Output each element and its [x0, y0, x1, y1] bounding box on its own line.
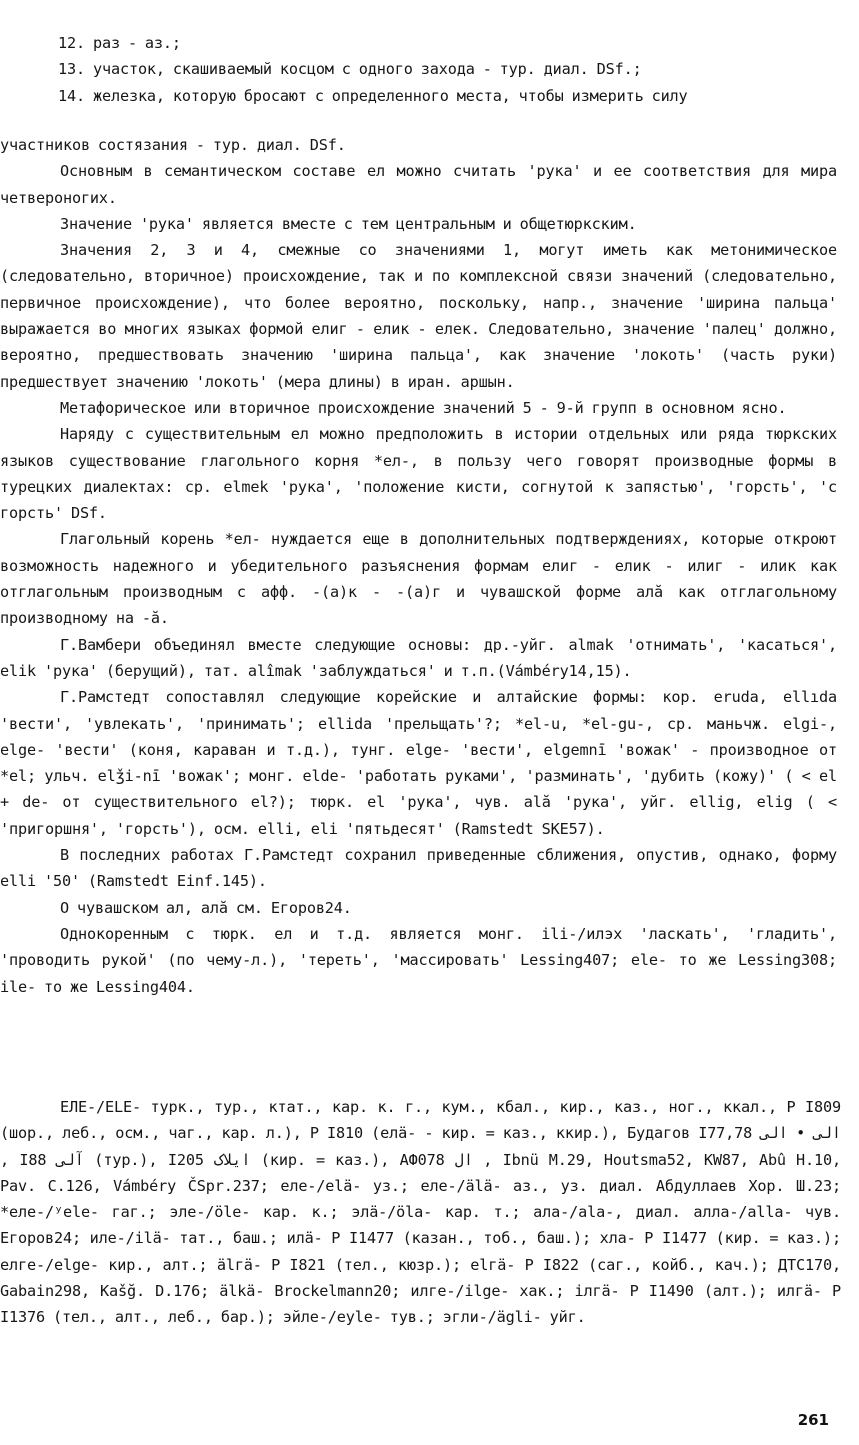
- paragraph-2: Значение 'рука' является вместе с тем центральным и общетюркским.: [60, 214, 637, 233]
- paragraph-5: Наряду с существительным ел можно предположить в истории отдельных или ряда тюркских языков существование глагольного корня *ел-, в пользу чего говорят производные формы в турецких диалектах: ср. elmek 'рука', 'положение кисти, согнутой к запястью', 'горсть', 'с горсть' DSf.: [0, 425, 837, 523]
- paragraph-3: Значения 2, 3 и 4, смежные со значениями 1, могут иметь как метонимическое (следовательно, вторичное) происхождение, так и по комплексной связи значений (следовательно, первичное происхождение), что более вероятно, поскольку, напр., значение 'ширина пальца' выражается во многих языках формой елиг - елик - елек. Следовательно, значение 'палец' должно, вероятно, предшествовать значению 'ширина пальца', как значение 'локоть' (часть руки) предшествует значению 'локоть' (мера длины) в иран. аршын.: [0, 241, 837, 391]
- list-item-12: 12. раз - аз.;: [58, 34, 181, 52]
- list-item-14: 14. железка, которую бросают с определенного места, чтобы измерить силу: [58, 86, 688, 105]
- paragraph-1: Основным в семантическом составе ел можно считать 'рука' и ее соответствия для мира четвероногих.: [0, 162, 837, 207]
- dictionary-entry: [0, 1094, 841, 1331]
- page-number: 261: [797, 1411, 829, 1429]
- paragraph-4: Метафорическое или вторичное происхождение значений 5 - 9-й групп в основном ясно.: [60, 398, 787, 417]
- paragraph-10: О чувашском ал, алă см. Егоров24.: [60, 898, 352, 917]
- paragraph-7: Г.Вамбери объединял вместе следующие основы: др.-уйг. almak 'отнимать', 'касаться', elik 'рука' (берущий), тат. alîmak 'заблуждаться' и т.п.(Vámbéry14,15).: [0, 635, 837, 680]
- list-item-14-continuation: участников состязания - тур. диал. DSf.: [0, 136, 346, 154]
- paragraph-9: В последних работах Г.Рамстедт сохранил приведенные сближения, опустив, однако, форму elli '50' (Ramstedt Einf.145).: [0, 846, 837, 891]
- entry-ele: ЕЛЕ-/ELE- турк., тур., ктат., кар. к. г., кум., кбал., кир., каз., ног., ккал., P I809 (шор., леб., осм., чаг., кар. л.), P I810 (eлä- - кир. = каз., ккир.), Будагов I77,78 الی • الی , I88 آلی (тур.), I205 ايلاک (кир. = каз.), АФ078 ال , Ibnü M.29, Houtsma52, KW87, Abû H.10, Pav. C.126, Vámbéry ČSpr.237; еле-/elä- уз.; еле-/älä- аз., уз. диал. Абдуллаев Хор. Ш.23; *еле-/ʸele- гаг.; эле-/öle- кар. к.; элä-/öla- кар. т.; ала-/ala-, диал. алла-/alla- чув. Егоров24; иле-/ilä- тат., баш.; илä- P I1477 (казан., тоб., баш.); хла- P I1477 (кир. = каз.); елге-/elge- кир., алт.; älгä- P I821 (тел., кюзр.); elгä- P I822 (саг., койб., кач.); ДТС170, Gabain298, Kašğ. D.176; älkä- Brockelmann20; илге-/ilge- хак.; iлгä- P I1490 (алт.); илгä- P I1376 (тел., алт., леб., бар.); эйле-/eyle- тув.; эгли-/ägli- уйг.: [0, 1098, 842, 1327]
- list-item-13: 13. участок, скашиваемый косцом с одного захода - тур. диал. DSf.;: [58, 60, 642, 79]
- paragraph-8: Г.Рамстедт сопоставлял следующие корейские и алтайские формы: кор. eruda, ellıda 'вести', 'увлекать', 'принимать'; ellida 'прельщать'?; *el-u, *el-gu-, ср. маньчж. elgi-, elge- 'вести' (коня, караван и т.д.), тунг. elge- 'вести', elgemnī 'вожак' - производное от *el; ульч. elǯi-nī 'вожак'; монг. elde- 'работать руками', 'разминать', 'дубить (кожу)' ( < el + de- от существительного el?); тюрк. el 'рука', чув. ală 'рука', уйг. ellig, elig ( < 'пригоршня', 'горсть'), осм. elli, eli 'пятьдесят' (Ramstedt SKE57).: [0, 688, 837, 838]
- paragraph-6: Глагольный корень *ел- нуждается еще в дополнительных подтверждениях, которые откроют возможность надежного и убедительного разъяснения формам елиг - елик - илиг - илик как отглагольным производным с афф. -(а)к - -(а)г и чувашской форме алă как отглагольному производному на -ă.: [0, 530, 837, 628]
- numbered-list: [58, 30, 837, 109]
- main-text: [0, 132, 837, 1000]
- paragraph-11: Однокоренным с тюрк. ел и т.д. является монг. ili-/илэх 'ласкать', 'гладить', 'проводить рукой' (по чему-л.), 'тереть', 'массировать' Lessing407; ele- то же Lessing308; ile- то же Lessing404.: [0, 924, 837, 996]
